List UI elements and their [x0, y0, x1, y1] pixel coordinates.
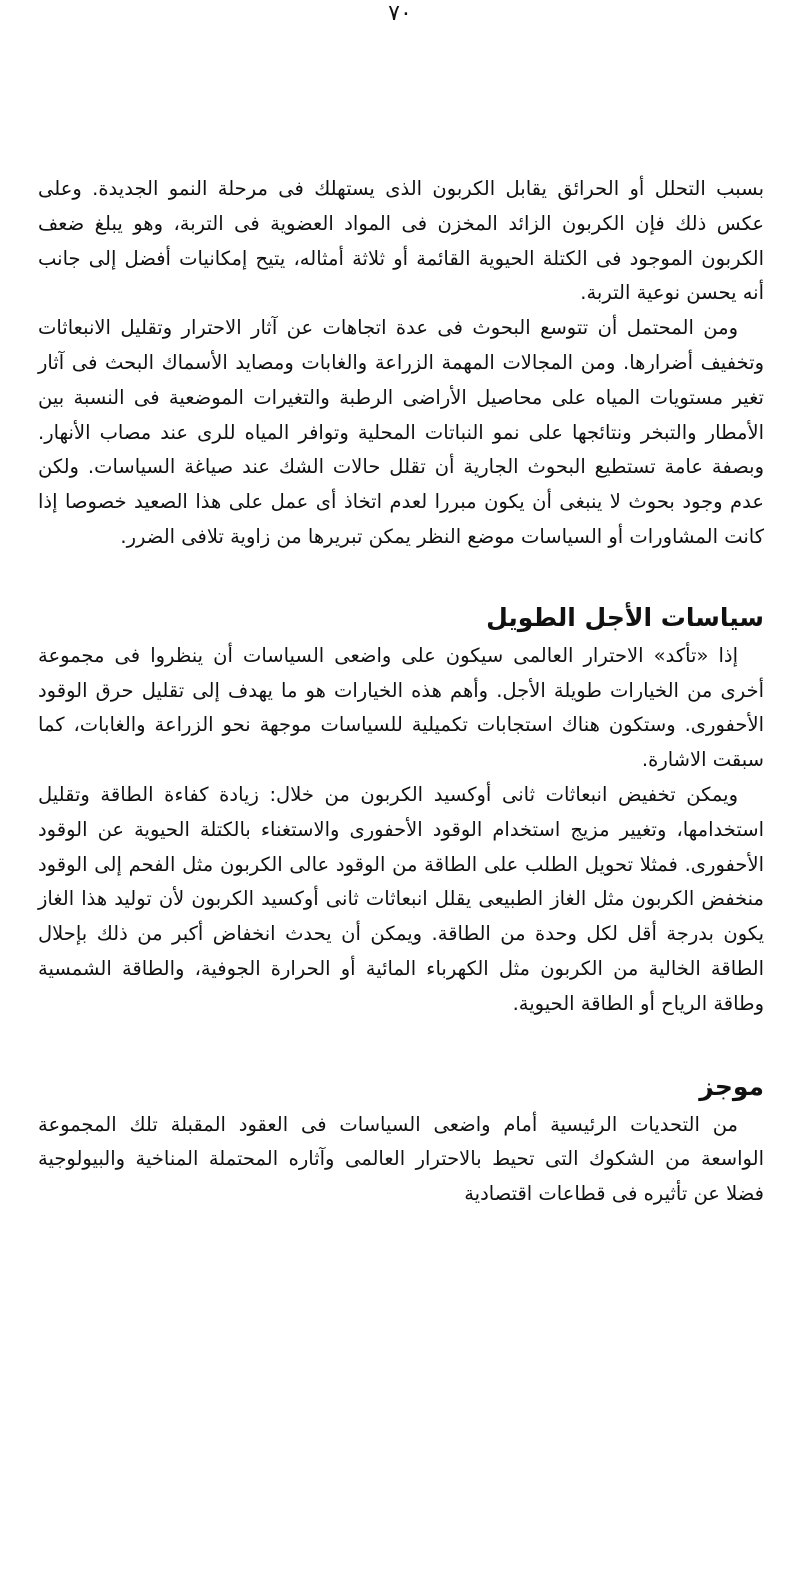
page-number: ٧٠ [388, 1, 412, 26]
section-heading-long-term-policies: سياسات الأجل الطويل [486, 602, 764, 632]
body-paragraph: ومن المحتمل أن تتوسع البحوث فى عدة اتجاهات عن آثار الاحترار وتقليل الانبعاثات وتخفيف أضرارها. ومن المجالات المهمة الزراعة والغابات ومصايد الأسماك البحث فى آثار تغير مستويات المياه على محاصيل الأراضى الرطبة والتغيرات الموضعية فى النسبة بين الأمطار والتبخر ونتائجها على نمو النباتات المحلية وتوافر المياه للرى عند مصاب الأنهار. وبصفة عامة تستطيع البحوث الجارية أن تقلل حالات الشك عند صياغة السياسات. ولكن عدم وجود بحوث لا ينبغى أن يكون مبررا لعدم اتخاذ أى عمل على هذا الصعيد خصوصا إذا كانت المشاورات أو السياسات موضع النظر يمكن تبريرها من زاوية تلافى الضرر. [38, 316, 764, 548]
page-body [38, 172, 764, 1248]
body-paragraph: إذا «تأكد» الاحترار العالمى سيكون على واضعى السياسات أن ينظروا فى مجموعة أخرى من الخيارات طويلة الأجل. وأهم هذه الخيارات هو ما يهدف إلى تقليل حرق الوقود الأحفورى. وستكون هناك استجابات تكميلية للسياسات موجهة نحو الزراعة والغابات، كما سبقت الاشارة. [38, 643, 764, 772]
body-paragraph: بسبب التحلل أو الحرائق يقابل الكربون الذى يستهلك فى مرحلة النمو الجديدة. وعلى عكس ذلك فإن الكربون الزائد المخزن فى المواد العضوية فى التربة، وهو يبلغ ضعف الكربون الموجود فى الكتلة الحيوية القائمة أو ثلاثة أمثاله، يتيح إمكانيات أفضل إلى جانب أنه يحسن نوعية التربة. [38, 177, 764, 305]
body-paragraph: ويمكن تخفيض انبعاثات ثانى أوكسيد الكربون من خلال: زيادة كفاءة الطاقة وتقليل استخدامها، وتغيير مزيج استخدام الوقود الأحفورى والاستغناء بالكتلة الحيوية عن الوقود الأحفورى. فمثلا تحويل الطلب على الطاقة من الوقود عالى الكربون مثل الفحم إلى الوقود منخفض الكربون مثل الغاز الطبيعى يقلل انبعاثات ثانى أوكسيد الكربون لأن توليد هذا الغاز يكون بدرجة أقل لكل وحدة من الطاقة. ويمكن أن يحدث انخفاض أكبر من ذلك بإحلال الطاقة الخالية من الكربون مثل الكهرباء المائية أو الحرارة الجوفية، والطاقة الشمسية وطاقة الرياح أو الطاقة الحيوية. [38, 782, 764, 1015]
body-paragraph: من التحديات الرئيسية أمام واضعى السياسات فى العقود المقبلة تلك المجموعة الواسعة من الشكوك التى تحيط بالاحترار العالمى وآثاره المحتملة المناخية والبيولوجية فضلا عن تأثيره فى قطاعات اقتصادية [38, 1112, 764, 1206]
section-heading-summary: موجز [699, 1071, 764, 1101]
